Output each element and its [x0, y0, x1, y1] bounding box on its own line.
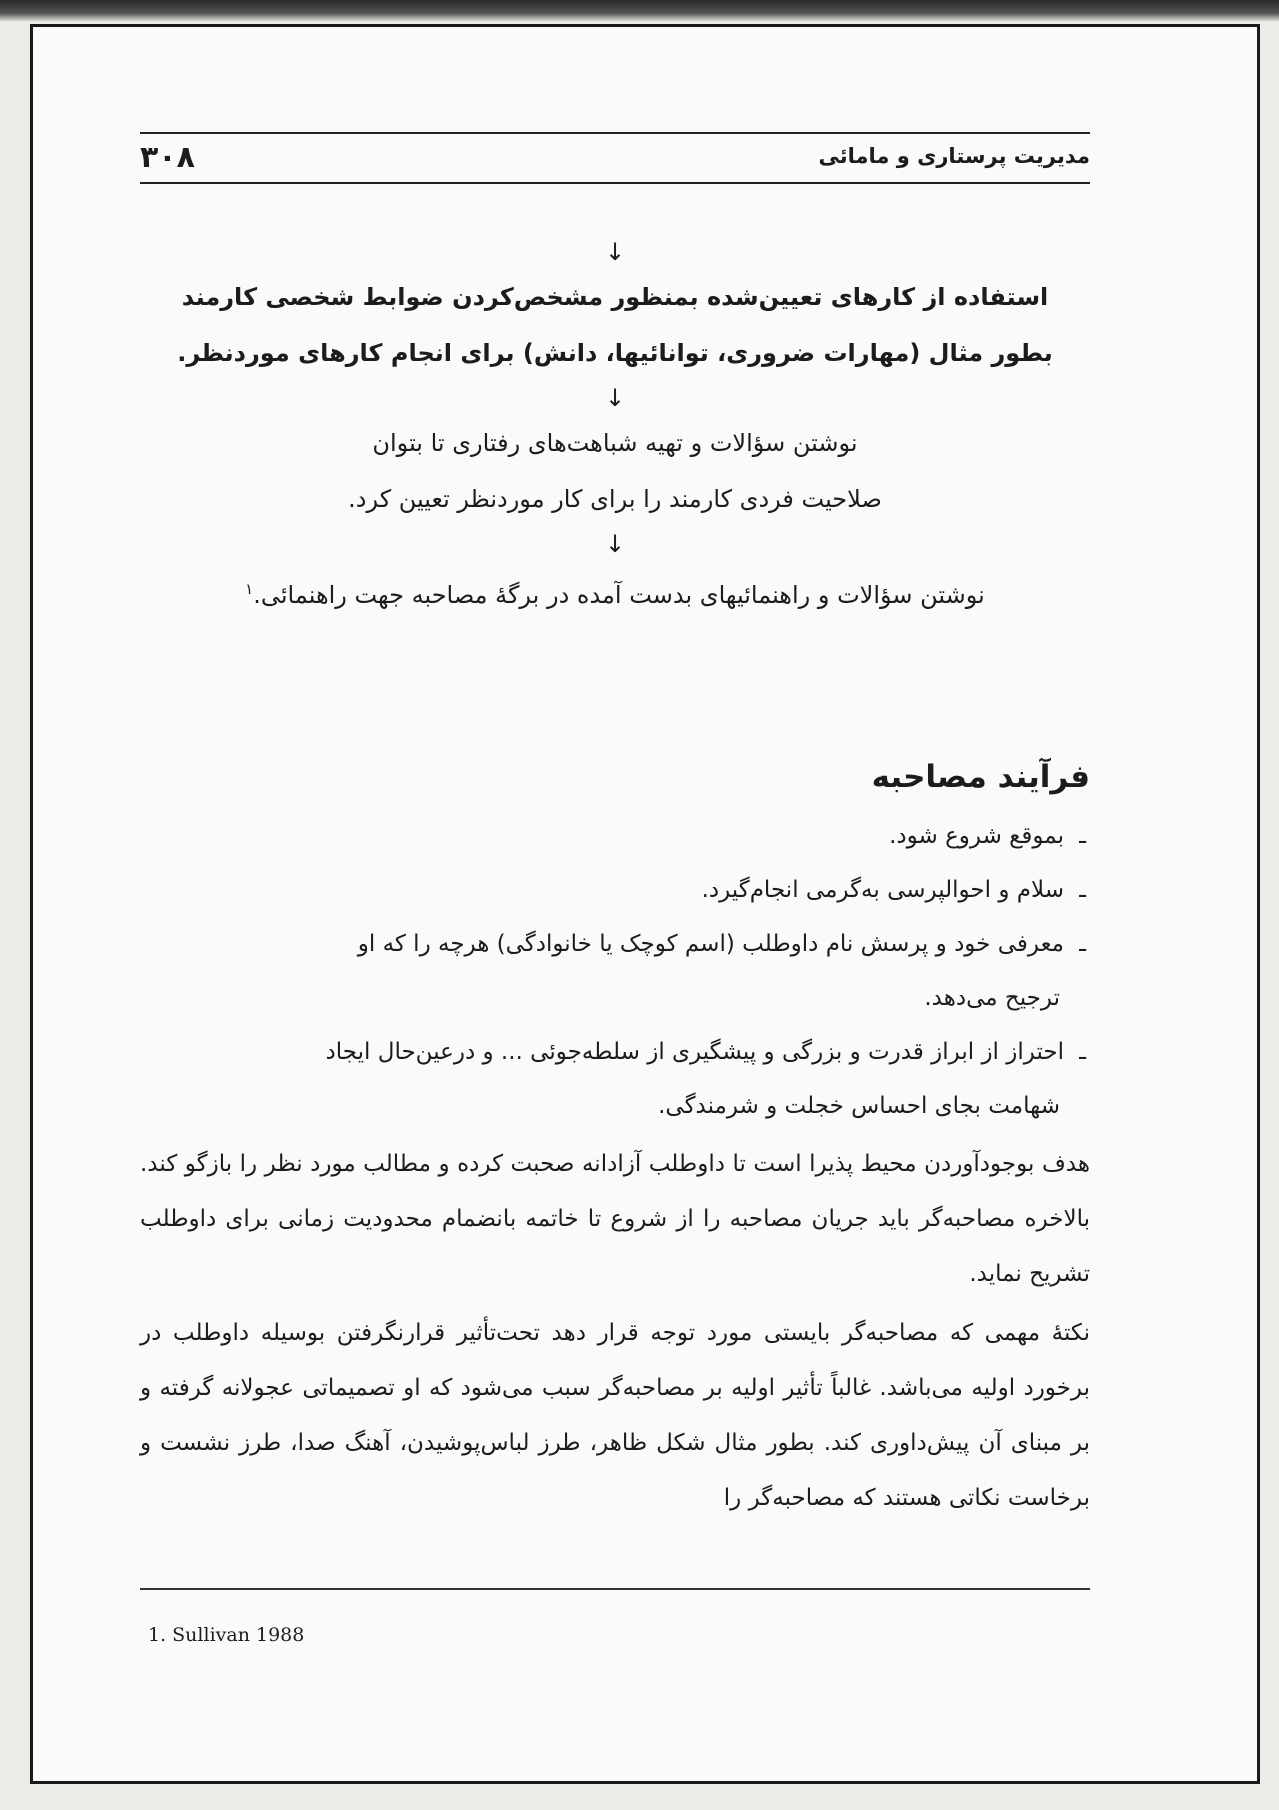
- list-item: [140, 917, 1090, 1025]
- dash-bullet-icon: ـ: [1079, 1039, 1086, 1065]
- dash-bullet-icon: ـ: [1079, 877, 1086, 903]
- page-number: ۳۰۸: [140, 140, 195, 175]
- footnote: 1. Sullivan 1988: [148, 1624, 305, 1646]
- down-arrow-icon: ↓: [604, 384, 626, 412]
- list-item-text: سلام و احوالپرسی به‌گرمی انجام‌گیرد.: [701, 877, 1064, 903]
- body-paragraph-2: نکتهٔ مهمی که مصاحبه‌گر بایستی مورد توجه قرار دهد تحت‌تأثیر قرارنگرفتن بوسیله داوطلب در برخورد اولیه می‌باشد. غالباً تأثیر اولیه بر مصاحبه‌گر سبب می‌شود که او تصمیماتی عجولانه گرفته و بر مبنای آن پیش‌داوری کند. بطور مثال شکل ظاهر، طرز لباس‌پوشیدن، آهنگ صدا، طرز نشست و برخاست نکاتی هستند که مصاحبه‌گر را: [140, 1320, 1090, 1511]
- dash-bullet-icon: ـ: [1079, 931, 1086, 957]
- main-content: [140, 745, 1090, 1526]
- list-item-text: معرفی خود و پرسش نام داوطلب (اسم کوچک یا خانوادگی) هرچه را که او: [357, 931, 1064, 957]
- page-header: [140, 112, 1090, 192]
- scan-edge: [0, 0, 1279, 22]
- flow-step-3: [140, 561, 1090, 623]
- running-title: مدیریت پرستاری و مامائی: [818, 144, 1090, 168]
- header-rule-bottom: [140, 182, 1090, 184]
- down-arrow-icon: ↓: [604, 530, 626, 558]
- footnote-marker: ۱: [245, 580, 254, 598]
- list-item-text: بموقع شروع شود.: [889, 823, 1064, 849]
- list-item: [140, 863, 1090, 917]
- header-rule-top: [140, 132, 1090, 134]
- list-item-text: احتراز از ابراز قدرت و بزرگی و پیشگیری از سلطه‌جوئی ... و درعین‌حال ایجاد: [325, 1039, 1064, 1065]
- footnote-rule: [140, 1588, 1090, 1590]
- flow-diagram: [140, 235, 1090, 623]
- list-item-continuation: ترجیح می‌دهد.: [924, 985, 1060, 1011]
- flow-step-1-line-1: استفاده از کارهای تعیین‌شده بمنظور مشخص‌کردن ضوابط شخصی کارمند: [181, 283, 1049, 311]
- flow-step-2-line-1: نوشتن سؤالات و تهیه شباهت‌های رفتاری تا بتوان: [372, 429, 858, 457]
- flow-step-3-text: نوشتن سؤالات و راهنمائیهای بدست آمده در برگهٔ مصاحبه جهت راهنمائی.: [253, 581, 985, 609]
- list-item: [140, 809, 1090, 863]
- dash-bullet-icon: ـ: [1079, 823, 1086, 849]
- list-item-continuation: شهامت بجای احساس خجلت و شرمندگی.: [658, 1093, 1060, 1119]
- list-item: [140, 1025, 1090, 1133]
- body-paragraph-1: هدف بوجودآوردن محیط پذیرا است تا داوطلب آزادانه صحبت کرده و مطالب مورد نظر را بازگو کند. بالاخره مصاحبه‌گر باید جریان مصاحبه را از شروع تا خاتمه بانضمام محدودیت زمانی برای داوطلب تشریح نماید.: [140, 1151, 1090, 1287]
- flow-step-1-line-2: بطور مثال (مهارات ضروری، توانائیها، دانش) برای انجام کارهای موردنظر.: [177, 339, 1053, 367]
- section-heading: فرآیند مصاحبه: [871, 759, 1090, 795]
- down-arrow-icon: ↓: [604, 238, 626, 266]
- flow-step-2-line-2: صلاحیت فردی کارمند را برای کار موردنظر تعیین کرد.: [348, 485, 882, 513]
